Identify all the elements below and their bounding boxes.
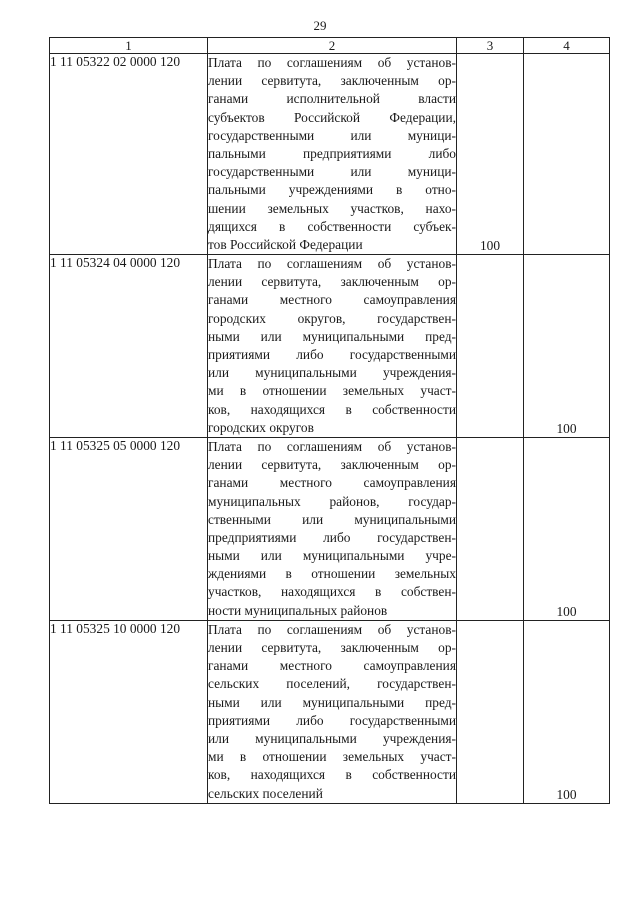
- description-line: участков, находящихся в собствен-: [208, 584, 456, 600]
- norm-value: 100: [556, 786, 577, 802]
- description-line: городских округов, государствен-: [208, 310, 456, 326]
- norm-cell-column-4: [524, 54, 610, 255]
- description-line: ственными или муниципальными: [208, 511, 456, 527]
- description-line: Плата по соглашениям об установ-: [208, 621, 456, 637]
- table-row: [50, 437, 610, 620]
- description-line: сельских поселений: [208, 785, 323, 801]
- table-body: [50, 54, 610, 804]
- column-header-2: 2: [208, 38, 457, 54]
- page-number: 29: [313, 18, 327, 33]
- description-line: ными или муниципальными пред-: [208, 694, 456, 710]
- description-line: ганами местного самоуправления: [208, 475, 456, 491]
- description-line: ми в отношении земельных участ-: [208, 749, 456, 765]
- table-row: [50, 54, 610, 255]
- norm-cell-column-3: [457, 54, 524, 255]
- description-cell: [208, 255, 457, 438]
- table-row: [50, 620, 610, 803]
- description-line: или муниципальными учреждения-: [208, 365, 456, 381]
- description-cell: [208, 620, 457, 803]
- description-line: ми в отношении земельных участ-: [208, 383, 456, 399]
- description-line: ганами местного самоуправления: [208, 658, 456, 674]
- revenue-codes-table: [49, 37, 610, 804]
- budget-code-cell: 1 11 05325 05 0000 120: [50, 437, 208, 620]
- description-line: приятиями либо государственными: [208, 712, 456, 728]
- description-line: ности муниципальных районов: [208, 602, 388, 618]
- description-line: сельских поселений, государствен-: [208, 676, 456, 692]
- description-line: субъектов Российской Федерации,: [208, 109, 456, 125]
- description-line: Плата по соглашениям об установ-: [208, 438, 456, 454]
- budget-code-cell: 1 11 05322 02 0000 120: [50, 54, 208, 255]
- description-line: предприятиями либо государствен-: [208, 529, 456, 545]
- description-line: шении земельных участков, нахо-: [208, 200, 456, 216]
- column-header-1: 1: [50, 38, 208, 54]
- description-cell: [208, 437, 457, 620]
- description-line: лении сервитута, заключенным ор-: [208, 73, 456, 89]
- norm-cell-column-4: [524, 255, 610, 438]
- description-line: Плата по соглашениям об установ-: [208, 55, 456, 70]
- description-line: Плата по соглашениям об установ-: [208, 256, 456, 272]
- description-line: городских округов: [208, 419, 314, 435]
- description-line: лении сервитута, заключенным ор-: [208, 457, 456, 473]
- description-line: лении сервитута, заключенным ор-: [208, 640, 456, 655]
- description-line: лении сервитута, заключенным ор-: [208, 274, 456, 290]
- column-header-3: 3: [457, 38, 524, 54]
- norm-cell-column-3: [457, 255, 524, 438]
- norm-cell-column-4: [524, 437, 610, 620]
- table-row: [50, 255, 610, 438]
- description-line: ков, находящихся в собственности: [208, 767, 456, 783]
- norm-value: 100: [556, 603, 577, 619]
- description-line: ждениями в отношении земельных: [208, 566, 456, 582]
- norm-value: 100: [479, 238, 501, 254]
- description-line: приятиями либо государственными: [208, 347, 456, 362]
- description-line: ков, находящихся в собственности: [208, 401, 456, 417]
- budget-code-cell: 1 11 05324 04 0000 120: [50, 255, 208, 438]
- norm-value: 100: [556, 420, 577, 436]
- description-line: ганами местного самоуправления: [208, 292, 456, 308]
- description-line: ными или муниципальными пред-: [208, 328, 456, 344]
- description-line: государственными или муници-: [208, 127, 456, 143]
- norm-cell-column-3: [457, 620, 524, 803]
- table-header-row: [50, 38, 610, 54]
- description-line: пальными предприятиями либо: [208, 145, 456, 161]
- norm-cell-column-3: [457, 437, 524, 620]
- description-cell: [208, 54, 457, 255]
- description-line: дящихся в собственности субъек-: [208, 218, 456, 234]
- budget-code-cell: 1 11 05325 10 0000 120: [50, 620, 208, 803]
- description-line: пальными учреждениями в отно-: [208, 182, 456, 198]
- description-line: или муниципальными учреждения-: [208, 730, 456, 746]
- description-line: ными или муниципальными учре-: [208, 548, 456, 564]
- norm-cell-column-4: [524, 620, 610, 803]
- description-line: ганами исполнительной власти: [208, 91, 456, 107]
- description-line: государственными или муници-: [208, 164, 456, 180]
- column-header-4: 4: [524, 38, 610, 54]
- description-line: муниципальных районов, государ-: [208, 493, 456, 509]
- description-line: тов Российской Федерации: [208, 236, 363, 252]
